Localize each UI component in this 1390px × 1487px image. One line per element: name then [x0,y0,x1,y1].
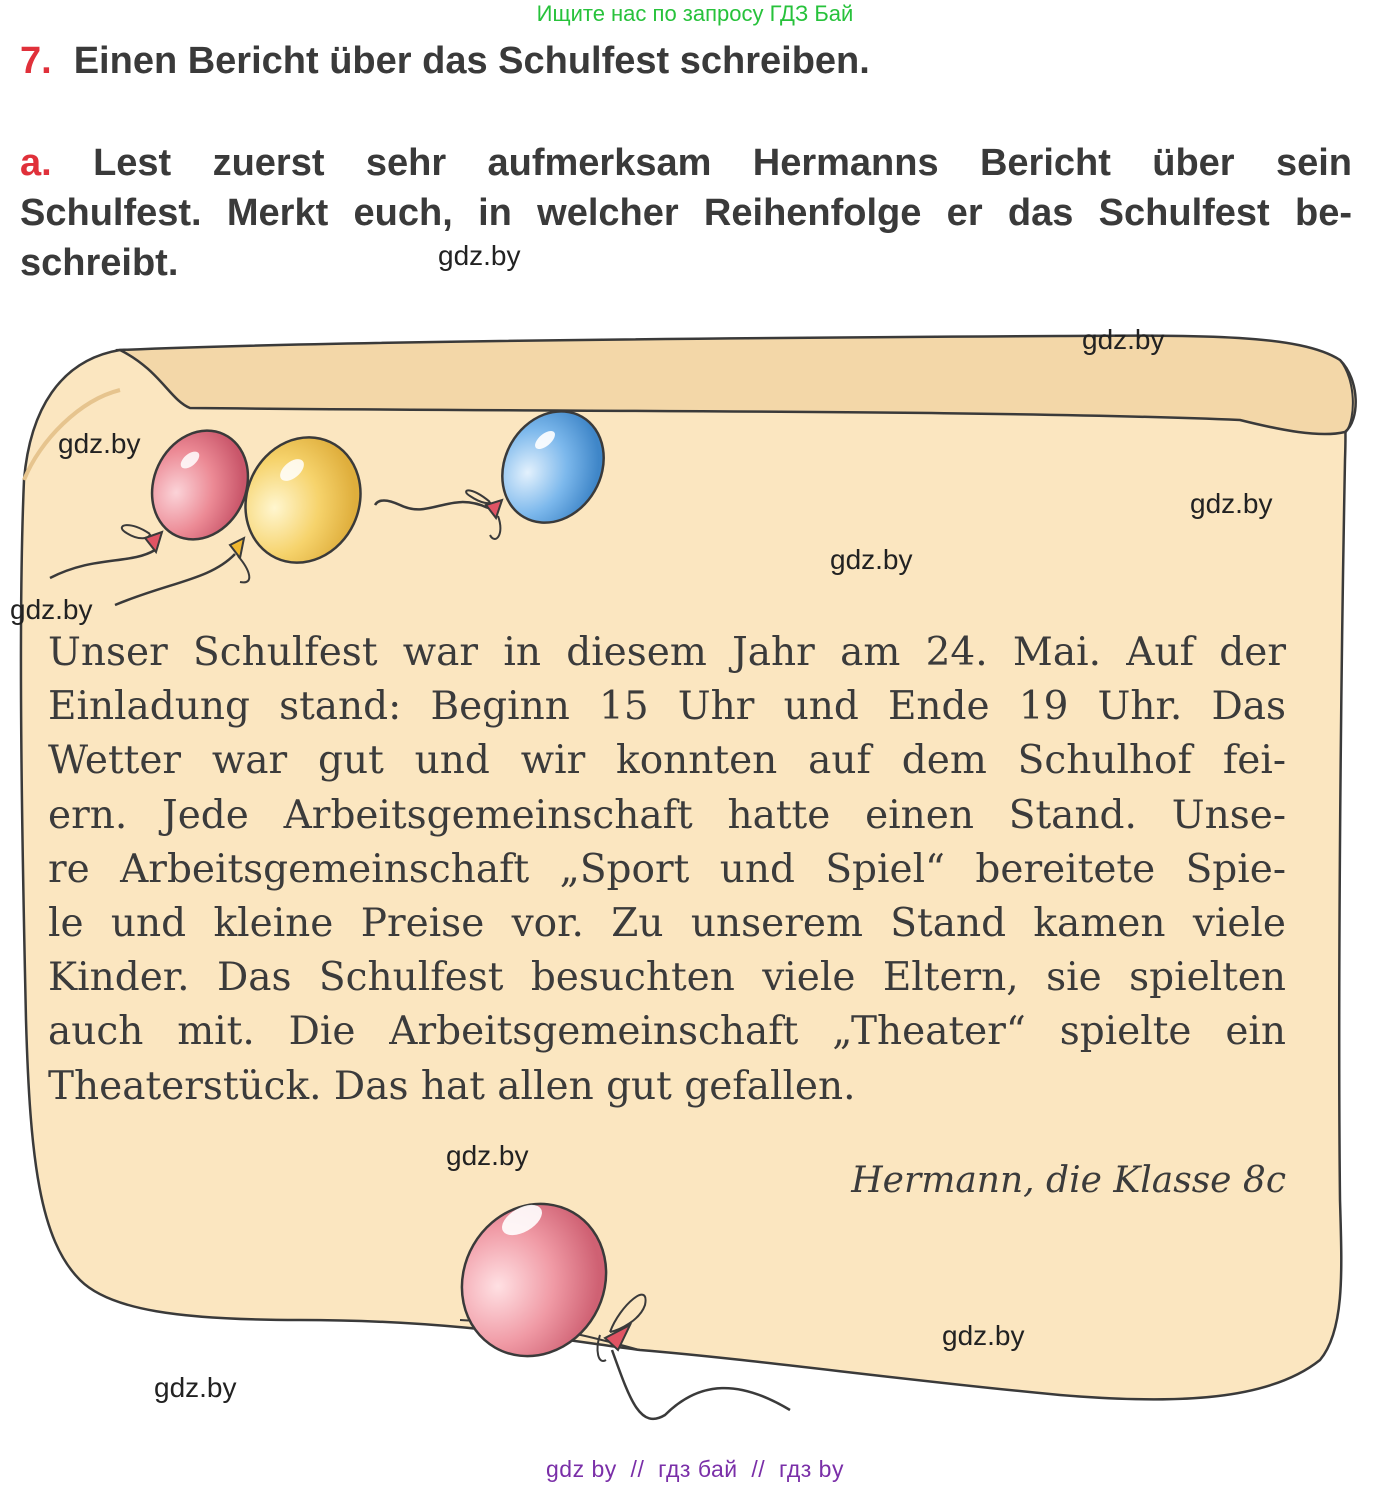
report-line: Wetter war gut und wir konnten auf dem Schulhof fei- [48,738,1286,784]
watermark: gdz.by [446,1140,529,1171]
instruction-line: schreibt. [20,242,179,284]
report-line: le und kleine Preise vor. Zu unserem Stand kamen viele [48,901,1286,947]
instruction [20,138,1352,288]
task-heading [20,40,870,83]
watermark: gdz.by [58,428,141,459]
footer-links[interactable]: gdz by // гдз бай // гдз by [546,1456,844,1482]
report-signature: Hermann, die Klasse 8c [851,1160,1286,1201]
watermark: gdz.by [154,1372,237,1403]
instruction-line [20,138,1352,188]
task-title: Einen Bericht über das Schulfest schreiben. [73,40,870,82]
instruction-text: Lest zuerst sehr aufmerksam Hermanns Bericht über sein [93,142,1352,184]
report-line: re Arbeitsgemeinschaft „Sport und Spiel“ bereitete Spie- [48,846,1286,892]
report-line: ern. Jede Arbeitsgemeinschaft hatte einen Stand. Unse- [48,792,1286,838]
watermark: gdz.by [830,544,913,575]
report-line: Theaterstück. Das hat allen gut gefallen. [48,1063,856,1109]
report-line: Unser Schulfest war in diesem Jahr am 24. Mai. Auf der [48,630,1286,675]
task-number: 7. [20,40,52,82]
report-text [48,626,1286,1114]
top-banner: Ищите нас по запросу ГДЗ Бай [536,1,854,26]
watermark: gdz.by [942,1320,1025,1351]
watermark: gdz.by [1190,488,1273,519]
instruction-letter: a. [20,142,52,184]
report-line: Einladung stand: Beginn 15 Uhr und Ende 19 Uhr. Das [48,684,1286,730]
instruction-line: Schulfest. Merkt euch, in welcher Reihenfolge er das Schulfest be- [20,192,1352,234]
report-line: auch mit. Die Arbeitsgemeinschaft „Theater“ spielte ein [48,1009,1286,1055]
watermark: gdz.by [10,594,93,625]
report-line: Kinder. Das Schulfest besuchten viele Eltern, sie spielten [48,955,1286,1001]
watermark: gdz.by [1082,324,1165,355]
watermark: gdz.by [438,240,521,271]
